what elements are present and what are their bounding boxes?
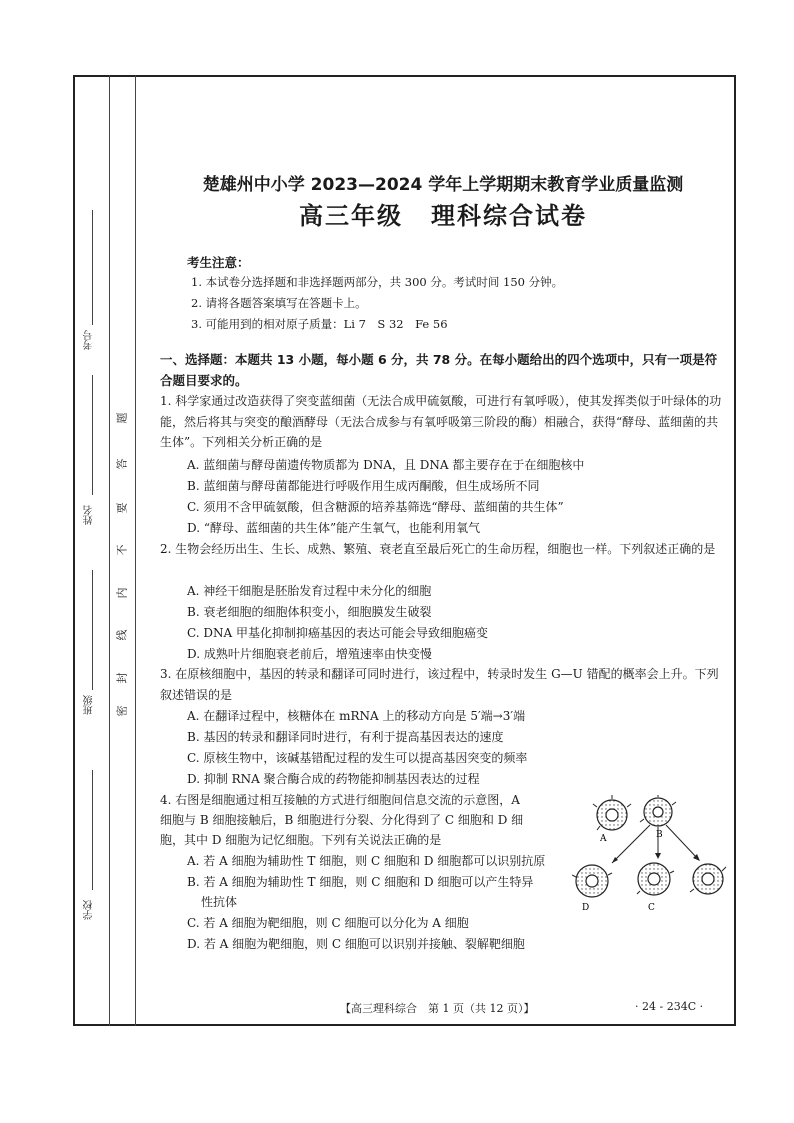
label-banji: 班级 <box>84 695 95 715</box>
figure-label-b: B <box>656 830 663 840</box>
seal-char-3: 要 <box>115 502 129 514</box>
cell-a-icon <box>593 795 631 830</box>
question-3-option-a: A. 在翻译过程中，核糖体在 mRNA 上的移动方向是 5′端→3′端 <box>187 709 526 723</box>
notice-item-2: 2. 请将各题答案填写在答题卡上。 <box>191 296 367 310</box>
question-4-stem-line3: 胞，其中 D 细胞为记忆细胞。下列有关说法正确的是 <box>160 833 442 847</box>
question-4-stem-line1: 4. 右图是细胞通过相互接触的方式进行细胞间信息交流的示意图，A <box>160 793 520 807</box>
figure-label-c: C <box>648 903 655 913</box>
question-4-stem-line2: 细胞与 B 细胞接触后，B 细胞进行分裂、分化得到了 C 细胞和 D 细 <box>160 813 524 827</box>
binding-line-outer <box>135 75 136 1026</box>
question-1-option-a: A. 蓝细菌与酵母菌遗传物质都为 DNA，且 DNA 都主要存在于在细胞核中 <box>187 458 585 472</box>
seal-char-4: 不 <box>115 544 129 556</box>
question-3-option-c: C. 原核生物中，该碱基错配过程的发生可以提高基因突变的频率 <box>187 751 528 765</box>
label-kaohao: 考号 <box>84 330 95 350</box>
question-2-stem: 2. 生物会经历出生、生长、成熟、繁殖、衰老直至最后死亡的生命历程，细胞也一样。下列叙述正确的是 <box>160 542 716 556</box>
section-heading: 一、选择题：本题共 13 小题，每小题 6 分，共 78 分。在每小题给出的四个选项中，只有一项是符合题目要求的。 <box>160 352 718 388</box>
question-2-option-d: D. 成熟叶片细胞衰老前后，增殖速率由快变慢 <box>187 647 432 661</box>
label-xuexiao: 学校 <box>84 900 95 920</box>
label-xingming: 姓名 <box>84 505 95 525</box>
seal-char-7: 封 <box>115 672 129 684</box>
kaohao-underline <box>92 210 93 325</box>
binding-line-inner <box>109 75 110 1026</box>
question-4-option-a: A. 若 A 细胞为辅助性 T 细胞，则 C 细胞和 D 细胞都可以识别抗原 <box>187 854 546 868</box>
seal-char-5: 内 <box>115 587 129 599</box>
question-1-option-b: B. 蓝细菌与酵母菌都能进行呼吸作用生成丙酮酸，但生成场所不同 <box>187 479 540 493</box>
banji-underline <box>92 570 93 690</box>
question-4-option-b-cont: 性抗体 <box>201 895 238 909</box>
xingming-underline <box>92 375 93 495</box>
question-2-option-b: B. 衰老细胞的细胞体积变小，细胞膜发生破裂 <box>187 605 432 619</box>
question-2-option-a: A. 神经干细胞是胚胎发育过程中未分化的细胞 <box>187 584 432 598</box>
seal-char-6: 线 <box>115 629 129 641</box>
question-2-option-c: C. DNA 甲基化抑制抑癌基因的表达可能会导致细胞癌变 <box>187 626 488 640</box>
cell-c-icon <box>637 863 674 895</box>
seal-char-2: 答 <box>115 458 129 470</box>
question-1-option-c: C. 须用不含甲硫氨酸，但含糖源的培养基筛选“酵母、蓝细菌的共生体” <box>187 500 564 514</box>
question-3-stem: 3. 在原核细胞中，基因的转录和翻译可同时进行，该过程中，转录时发生 G—U 错配的概率会上升。下列叙述错误的是 <box>160 667 719 702</box>
arrow-b-to-c-right <box>666 825 698 859</box>
figure-label-d: D <box>582 903 590 913</box>
cell-d-icon <box>572 865 612 897</box>
question-1-stem: 1. 科学家通过改造获得了突变蓝细菌（无法合成甲硫氨酸，可进行有氧呼吸），使其发挥类似于叶绿体的功能，然后将其与突变的酿酒酵母（无法合成参与有氧呼吸第三阶段的酶）相融合，获得“酵母、蓝细菌的共生体”。下列相关分析正确的是 <box>160 394 722 449</box>
question-3-option-b: B. 基因的转录和翻译同时进行，有利于提高基因表达的速度 <box>187 730 504 744</box>
question-4-option-d: D. 若 A 细胞为靶细胞，则 C 细胞可以识别并接触、裂解靶细胞 <box>187 937 525 951</box>
subject-title: 理科综合试卷 <box>431 202 587 230</box>
notice-item-3: 3. 可能用到的相对原子质量：Li 7 S 32 Fe 56 <box>191 317 448 331</box>
question-3-option-d: D. 抑制 RNA 聚合酶合成的药物能抑制基因表达的过程 <box>187 772 480 786</box>
figure-label-a: A <box>600 834 607 844</box>
grade-title: 高三年级 <box>299 202 403 230</box>
question-1-option-d: D. “酵母、蓝细菌的共生体”能产生氧气，也能利用氧气 <box>187 521 481 535</box>
cell-contact-figure <box>572 795 732 915</box>
exam-title-line1: 楚雄州中小学 2023—2024 学年上学期期末教育学业质量监测 <box>202 175 684 195</box>
seal-char-1: 题 <box>115 412 129 424</box>
seal-char-8: 密 <box>115 705 129 717</box>
arrow-b-to-d <box>612 825 650 863</box>
cell-b-icon <box>640 795 676 826</box>
footer-page-info: 【高三理科综合 第 1 页（共 12 页）】 <box>340 1002 535 1015</box>
question-4-option-b: B. 若 A 细胞为辅助性 T 细胞，则 C 细胞和 D 细胞可以产生特异 <box>187 875 534 889</box>
cell-c2-icon <box>690 864 726 894</box>
xuexiao-underline <box>92 770 93 890</box>
footer-code: · 24 - 234C · <box>635 1000 704 1013</box>
exam-title-line2 <box>150 196 736 231</box>
notice-heading: 考生注意： <box>187 255 250 270</box>
question-4-option-c: C. 若 A 细胞为靶细胞，则 C 细胞可以分化为 A 细胞 <box>187 916 469 930</box>
notice-item-1: 1. 本试卷分选择题和非选择题两部分，共 300 分。考试时间 150 分钟。 <box>191 275 564 289</box>
